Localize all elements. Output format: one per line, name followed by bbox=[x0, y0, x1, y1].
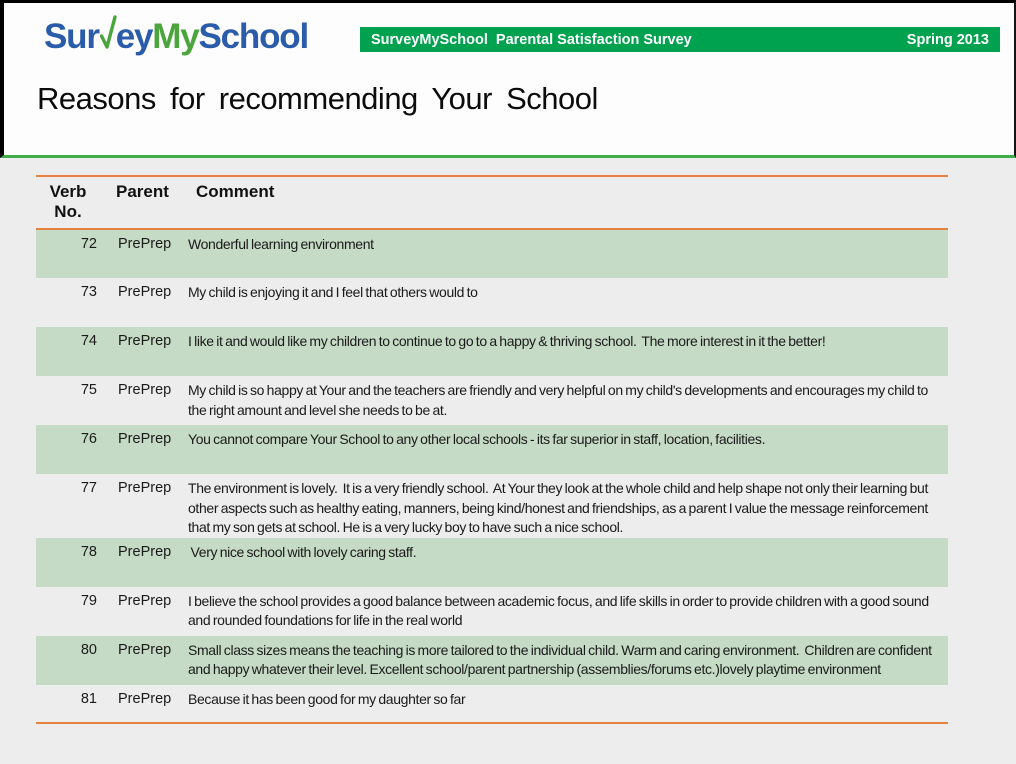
table-row bbox=[36, 636, 948, 685]
comment-cell: You cannot compare Your School to any other local schools - its far superior in staff, location, facilities. bbox=[188, 431, 766, 447]
logo-text-sur: Sur bbox=[44, 17, 99, 56]
table-row bbox=[36, 474, 948, 538]
table-row bbox=[36, 425, 948, 474]
verb-no-cell: 80 bbox=[80, 641, 97, 658]
logo-text-ey: ey bbox=[115, 17, 153, 56]
parent-cell: PrePrep bbox=[118, 431, 172, 447]
parent-cell: PrePrep bbox=[118, 382, 172, 398]
table-row bbox=[36, 587, 948, 636]
column-header-comment: Comment bbox=[182, 176, 948, 229]
comment-cell: My child is enjoying it and I feel that others would to bbox=[188, 284, 478, 300]
comments-table-body bbox=[36, 229, 948, 723]
survey-banner bbox=[360, 27, 1000, 52]
table-row bbox=[36, 538, 948, 587]
verb-no-cell: 75 bbox=[80, 382, 97, 398]
logo-text-my: My bbox=[152, 17, 199, 56]
verb-no-cell: 73 bbox=[80, 284, 97, 300]
table-row bbox=[36, 327, 948, 376]
table-row bbox=[36, 229, 948, 278]
comment-cell: Because it has been good for my daughter so far bbox=[188, 690, 466, 707]
comments-table-header bbox=[36, 176, 948, 229]
table-row bbox=[36, 685, 948, 723]
table-row bbox=[36, 278, 948, 327]
checkmark-icon bbox=[99, 14, 117, 52]
report-header bbox=[0, 0, 1016, 158]
verb-no-cell: 79 bbox=[80, 592, 97, 609]
comment-cell: My child is so happy at Your and the teachers are friendly and very helpful on my child's developments and encourages my child to the right amount and level she needs to be at. bbox=[188, 382, 931, 418]
verb-no-cell: 77 bbox=[80, 480, 97, 496]
verb-no-cell: 78 bbox=[80, 543, 97, 560]
report-body bbox=[0, 158, 1016, 764]
parent-cell: PrePrep bbox=[118, 480, 172, 496]
banner-title: SurveyMySchool Parental Satisfaction Survey bbox=[371, 31, 692, 48]
table-row bbox=[36, 376, 948, 425]
parent-cell: PrePrep bbox=[118, 284, 172, 300]
verb-no-cell: 74 bbox=[80, 333, 97, 349]
parent-cell: PrePrep bbox=[118, 641, 172, 658]
column-header-parent: Parent bbox=[100, 176, 182, 229]
surveymyschool-logo bbox=[44, 11, 308, 63]
logo-text-school: School bbox=[198, 17, 308, 56]
column-header-verb-no: Verb No. bbox=[36, 176, 100, 229]
comment-cell: Small class sizes means the teaching is more tailored to the individual child. Warm and caring environment. Children are confident and happy whatever their level. Excellent school/parent partnership (assemblies/forums etc.)lovely playtime environment bbox=[188, 641, 935, 677]
parent-cell: PrePrep bbox=[118, 690, 172, 707]
banner-season: Spring 2013 bbox=[906, 31, 989, 48]
verb-no-cell: 72 bbox=[80, 236, 97, 252]
page-title: Reasons for recommending Your School bbox=[37, 81, 598, 116]
comment-cell: The environment is lovely. It is a very friendly school. At Your they look at the whole child and help shape not only their learning but other aspects such as healthy eating, manners, being kind/honest and friendships, as a parent I value the message reinforcement that my son gets at school. He is a very lucky boy to have such a nice school. bbox=[188, 480, 931, 535]
comment-cell: Very nice school with lovely caring staff. bbox=[188, 543, 417, 560]
comment-cell: Wonderful learning environment bbox=[188, 236, 374, 252]
comments-table bbox=[36, 175, 948, 724]
comment-cell: I like it and would like my children to continue to go to a happy & thriving school. The more interest in it the better! bbox=[188, 333, 826, 349]
comment-cell: I believe the school provides a good balance between academic focus, and life skills in order to provide children with a good sound and rounded foundations for life in the real world bbox=[188, 592, 932, 628]
parent-cell: PrePrep bbox=[118, 592, 172, 609]
verb-no-cell: 76 bbox=[80, 431, 97, 447]
parent-cell: PrePrep bbox=[118, 543, 172, 560]
parent-cell: PrePrep bbox=[118, 236, 172, 252]
verb-no-cell: 81 bbox=[80, 690, 97, 707]
parent-cell: PrePrep bbox=[118, 333, 172, 349]
